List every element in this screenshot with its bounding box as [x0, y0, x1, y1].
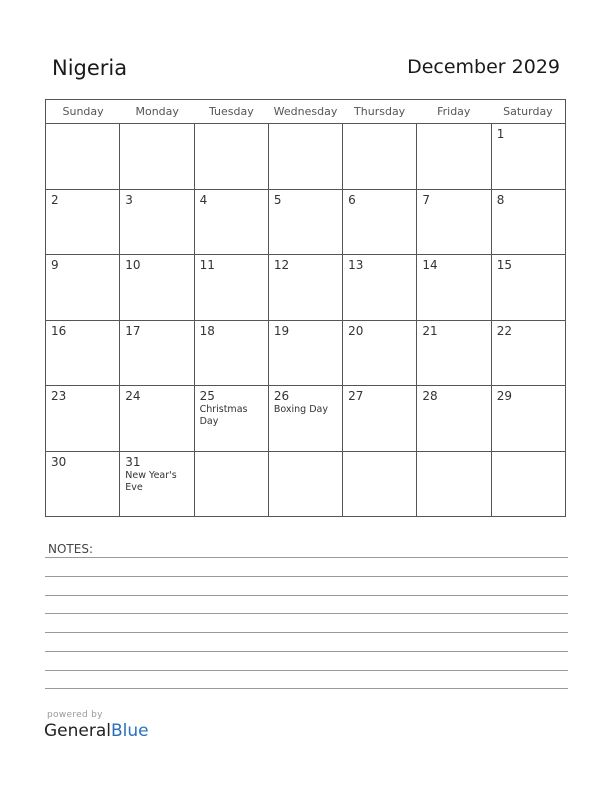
note-line [45, 595, 568, 596]
day-number: 30 [51, 454, 67, 469]
calendar-day-cell[interactable] [492, 255, 565, 320]
calendar-grid [45, 99, 566, 517]
weekday-label: Friday [437, 105, 471, 118]
day-number: 9 [51, 258, 59, 272]
holiday-label: Christmas Day [199, 404, 248, 427]
note-line [45, 632, 568, 633]
day-number: 27 [348, 389, 364, 403]
calendar-day-cell[interactable] [269, 190, 343, 255]
day-number: 14 [422, 258, 438, 272]
notes-label: NOTES: [48, 542, 93, 556]
calendar-day-cell[interactable] [195, 452, 269, 517]
calendar-week-row [46, 190, 565, 256]
calendar-day-cell[interactable] [120, 190, 194, 255]
note-line [45, 576, 568, 577]
weekday-label: Wednesday [273, 105, 338, 118]
calendar-day-cell[interactable] [492, 321, 565, 386]
calendar-day-cell[interactable] [492, 124, 565, 189]
day-number: 29 [496, 389, 512, 403]
day-number: 31 [125, 454, 141, 469]
calendar-day-cell[interactable] [46, 452, 120, 517]
day-number: 6 [348, 192, 356, 207]
day-number: 15 [496, 258, 512, 272]
calendar-day-cell[interactable] [343, 386, 417, 451]
calendar-day-cell[interactable] [417, 190, 491, 255]
calendar-day-cell[interactable] [417, 124, 491, 189]
brand-name-part1: General [44, 721, 111, 741]
calendar-week-row [46, 255, 565, 321]
weekday-label: Sunday [62, 105, 104, 118]
weekday-label: Thursday [354, 105, 406, 118]
calendar-day-cell[interactable] [343, 190, 417, 255]
calendar-day-cell[interactable] [492, 190, 565, 255]
calendar-day-cell[interactable] [492, 386, 565, 451]
day-number: 7 [422, 192, 431, 207]
page-title-country: Nigeria [52, 56, 128, 80]
calendar-day-cell[interactable] [46, 190, 120, 255]
day-number: 24 [125, 389, 141, 403]
calendar-day-cell[interactable] [120, 321, 194, 386]
calendar-day-cell[interactable] [417, 255, 491, 320]
day-number: 20 [348, 323, 364, 338]
calendar-day-cell[interactable] [46, 255, 120, 320]
calendar-day-cell[interactable] [120, 452, 194, 517]
calendar-day-cell[interactable] [46, 386, 120, 451]
brand-name-part2: Blue [111, 721, 149, 741]
note-line [45, 670, 568, 671]
calendar-day-cell[interactable] [269, 452, 343, 517]
powered-by-text: powered by [47, 710, 103, 720]
day-number: 23 [51, 389, 67, 403]
day-number: 1 [496, 127, 505, 141]
calendar-day-cell[interactable] [343, 255, 417, 320]
day-number: 5 [273, 192, 282, 207]
calendar-day-cell[interactable] [195, 124, 269, 189]
day-number: 3 [125, 192, 133, 207]
note-line [45, 688, 568, 689]
day-number: 17 [125, 323, 141, 338]
day-number: 10 [125, 258, 141, 272]
calendar-day-cell[interactable] [120, 124, 194, 189]
note-line [45, 557, 568, 558]
calendar-day-cell[interactable] [417, 386, 491, 451]
calendar-day-cell[interactable] [269, 386, 343, 451]
day-number: 4 [199, 192, 208, 207]
calendar-day-cell[interactable] [46, 321, 120, 386]
day-number: 21 [422, 323, 438, 338]
page-title-month: December 2029 [407, 56, 560, 78]
calendar-day-cell[interactable] [417, 321, 491, 386]
calendar-day-cell[interactable] [343, 321, 417, 386]
note-line [45, 613, 568, 614]
weekday-header [46, 100, 565, 124]
calendar-weeks [46, 124, 565, 516]
calendar-day-cell[interactable] [492, 452, 565, 517]
holiday-label: Boxing Day [273, 404, 328, 415]
calendar-week-row [46, 124, 565, 190]
calendar-day-cell[interactable] [269, 255, 343, 320]
calendar-week-row [46, 386, 565, 452]
calendar-day-cell[interactable] [195, 190, 269, 255]
day-number: 2 [51, 192, 59, 207]
weekday-label: Tuesday [208, 105, 254, 118]
calendar-day-cell[interactable] [343, 452, 417, 517]
calendar-day-cell[interactable] [195, 386, 269, 451]
day-number: 13 [348, 258, 364, 272]
day-number: 16 [51, 323, 67, 338]
calendar-day-cell[interactable] [195, 255, 269, 320]
day-number: 28 [422, 389, 438, 403]
day-number: 22 [496, 323, 512, 338]
calendar-day-cell[interactable] [417, 452, 491, 517]
day-number: 11 [199, 258, 215, 272]
calendar-week-row [46, 452, 565, 517]
day-number: 12 [273, 258, 290, 272]
calendar-day-cell[interactable] [269, 124, 343, 189]
holiday-label: New Year's Eve [125, 469, 177, 493]
weekday-label: Monday [135, 105, 179, 118]
calendar-day-cell[interactable] [120, 255, 194, 320]
day-number: 25 [199, 389, 215, 403]
calendar-day-cell[interactable] [46, 124, 120, 189]
calendar-day-cell[interactable] [195, 321, 269, 386]
day-number: 19 [273, 323, 290, 338]
day-number: 26 [273, 389, 290, 403]
calendar-day-cell[interactable] [343, 124, 417, 189]
note-line [45, 651, 568, 652]
weekday-label: Saturday [503, 105, 553, 118]
calendar-week-row [46, 321, 565, 387]
day-number: 8 [496, 192, 505, 207]
calendar-day-cell[interactable] [269, 321, 343, 386]
day-number: 18 [199, 323, 215, 338]
calendar-day-cell[interactable] [120, 386, 194, 451]
brand-logo [44, 721, 149, 741]
